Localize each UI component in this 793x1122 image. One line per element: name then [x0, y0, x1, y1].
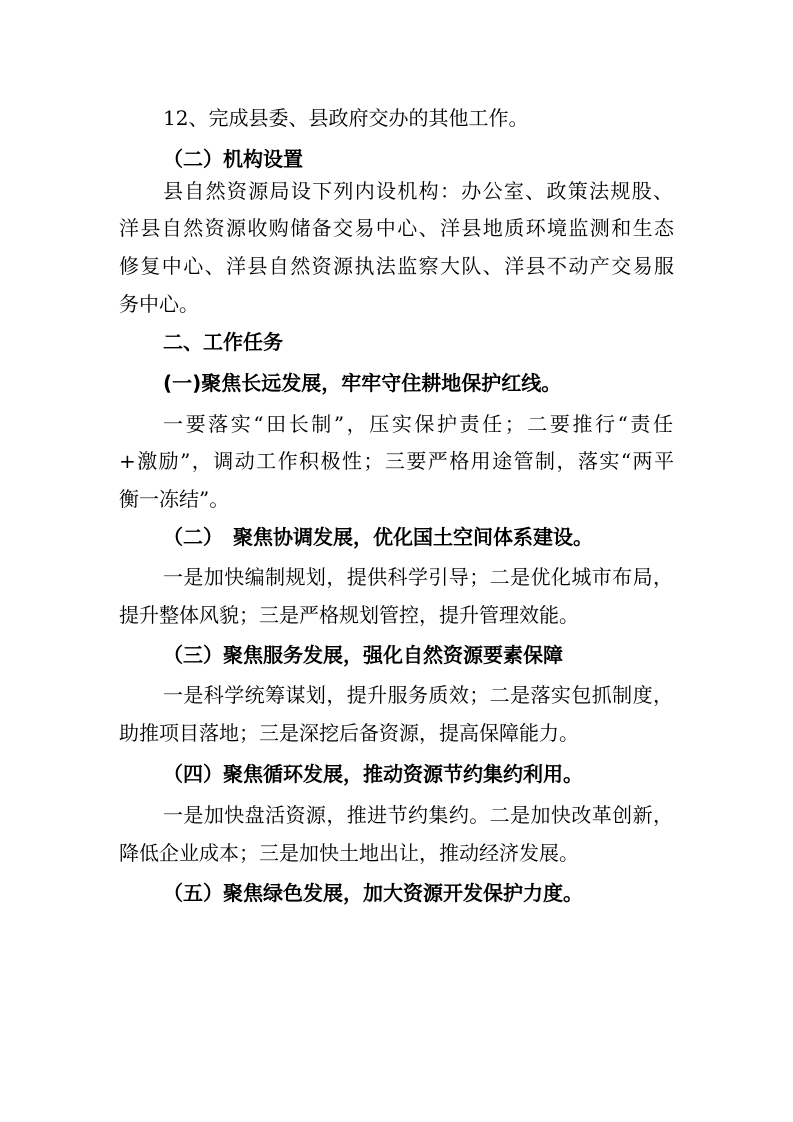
paragraph-line: 一是科学统筹谋划，提升服务质效；二是落实包抓制度，: [163, 683, 673, 707]
task-item-12: 12、完成县委、县政府交办的其他工作。: [163, 106, 529, 130]
paragraph-line: 提升整体风貌；三是严格规划管控，提升管理效能。: [119, 603, 579, 627]
paragraph-line: 修复中心、洋县自然资源执法监察大队、洋县不动产交易服: [119, 254, 674, 278]
paragraph-line: 一是加快盘活资源，推进节约集约。二是加快改革创新，: [163, 803, 673, 827]
paragraph-line: 助推项目落地；三是深挖后备资源，提高保障能力。: [119, 721, 579, 745]
paragraph-line: 一要落实“田长制”，压实保护责任；二要推行“责任: [163, 412, 673, 436]
paragraph-line: 一是加快编制规划，提供科学引导；二是优化城市布局，: [163, 565, 673, 589]
subsection-heading-5: （五）聚焦绿色发展，加大资源开发保护力度。: [163, 881, 583, 905]
paragraph-line: +激励”，调动工作积极性；三要严格用途管制，落实“两平: [119, 449, 674, 473]
paragraph-line: 务中心。: [119, 292, 199, 316]
paragraph-line: 洋县自然资源收购储备交易中心、洋县地质环境监测和生态: [119, 216, 674, 240]
subsection-heading-4: （四）聚焦循环发展，推动资源节约集约利用。: [163, 762, 583, 786]
section-heading-work-tasks: 二、工作任务: [163, 330, 283, 354]
paragraph-line: 县自然资源局设下列内设机构：办公室、政策法规股、: [163, 179, 673, 203]
paragraph-line: 降低企业成本；三是加快土地出让，推动经济发展。: [119, 841, 579, 865]
section-heading-org-setup: （二）机构设置: [163, 147, 303, 171]
subsection-heading-3: （三）聚焦服务发展，强化自然资源要素保障: [163, 643, 563, 667]
subsection-heading-1: (一)聚焦长远发展，牢牢守住耕地保护红线。: [163, 371, 562, 395]
paragraph-line: 衡一冻结”。: [119, 487, 230, 511]
subsection-heading-2: （二） 聚焦协调发展，优化国土空间体系建设。: [163, 525, 593, 549]
